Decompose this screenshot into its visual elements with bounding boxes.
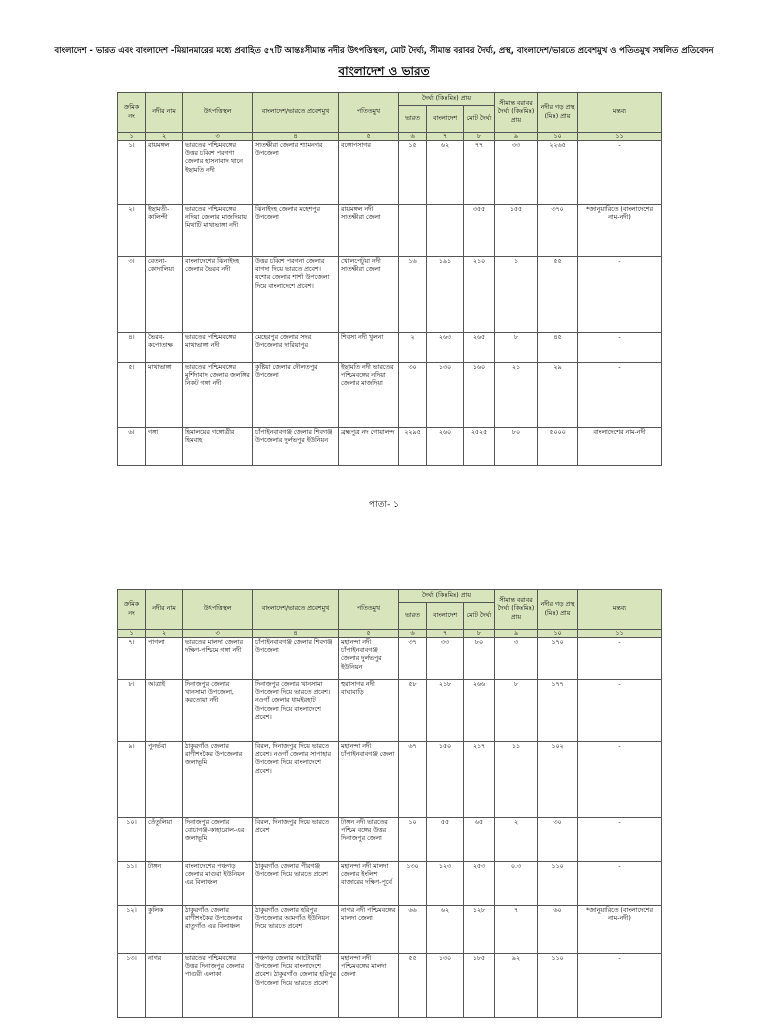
width-cell: ৩৭০ bbox=[538, 205, 578, 257]
origin-cell: দিনাজপুর জেলার খানসামা উপজেলা, করতোয়া নদী bbox=[183, 680, 253, 742]
column-number: ৭ bbox=[427, 630, 464, 638]
outfall-cell: মহানন্দা নদী পশ্চিমবঙ্গের মালদা জেলা bbox=[339, 954, 399, 1018]
origin-cell: ভারতের পশ্চিমবঙ্গের মাথাভাঙ্গা নদী bbox=[183, 333, 253, 363]
outfall-cell: নাগর নদী পশ্চিমবঙ্গের মালদা জেলা bbox=[339, 906, 399, 954]
origin-cell: ঠাকুরগাঁও জেলার রাণীশংকৈর উপজেলার রাতুগাঁও এর বিলাঞ্চল bbox=[183, 906, 253, 954]
river-name-cell: রায়মঙ্গল bbox=[146, 141, 183, 205]
border-length-cell: ৩৩ bbox=[495, 141, 538, 205]
column-number: ৮ bbox=[464, 630, 495, 638]
border-length-cell: ২ bbox=[495, 818, 538, 862]
header-bangladesh: বাংলাদেশ bbox=[427, 603, 464, 630]
column-number: ৬ bbox=[399, 630, 427, 638]
serial-cell: ২। bbox=[118, 205, 146, 257]
india-length-cell: ৩০ bbox=[399, 363, 427, 428]
remarks-cell: *জানুয়ারিতে (বাংলাদেশের নাম-নদী) bbox=[578, 906, 662, 954]
serial-cell: ৩। bbox=[118, 257, 146, 333]
header-serial: ক্রমিক নং bbox=[118, 590, 146, 630]
column-number: ১১ bbox=[578, 630, 662, 638]
table-row bbox=[118, 363, 662, 428]
entry-cell: কুষ্টিয়া জেলার দৌলতপুর উপজেলা bbox=[253, 363, 339, 428]
entry-cell: সাতক্ষীরা জেলার শ্যামনগর উপজেলা bbox=[253, 141, 339, 205]
document-title: বাংলাদেশ - ভারত এবং বাংলাদেশ -মিয়ানমারের মধ্যে প্রবাহিত ৫৭টি আন্তঃসীমান্ত নদীর উৎপত্তিস্থল, মোট দৈর্ঘ্য, সীমান্ত বরাবর দৈর্ঘ্য, প্রস্থ, বাংলাদেশ/ভারতে প্রবেশমুখ ও পতিতমুখ সম্বলিত প্রতিবেদন bbox=[54, 45, 714, 55]
column-number: ৪ bbox=[253, 630, 339, 638]
bangladesh-length-cell: ২১৮ bbox=[427, 680, 464, 742]
header-width: নদীর গড় প্রস্থ (মিঃ) প্রায় bbox=[538, 590, 578, 630]
column-number: ৯ bbox=[495, 133, 538, 141]
entry-cell: চাঁপাইনবাবগঞ্জ জেলার শিবগঞ্জ উপজেলা bbox=[253, 638, 339, 680]
origin-cell: বাংলাদেশের পঞ্চগড় জেলার মাগুরা ইউনিয়ন এর বিলাঞ্চল bbox=[183, 862, 253, 906]
outfall-cell: মহানন্দা নদী চাঁপাইনবাবগঞ্জ জেলার দুর্লভপুর ইউনিয়ন bbox=[339, 638, 399, 680]
serial-cell: ৪। bbox=[118, 333, 146, 363]
origin-cell: হিমালয়ের গঙ্গোত্রীর হিমবাহ bbox=[183, 428, 253, 466]
column-number: ১ bbox=[118, 133, 146, 141]
column-number: ২ bbox=[146, 133, 183, 141]
border-length-cell: ১৫৫ bbox=[495, 205, 538, 257]
serial-cell: ১৩। bbox=[118, 954, 146, 1018]
origin-cell: ভারতের পশ্চিমবঙ্গের উত্তর দিনাজপুর জেলার পাগুরী এলাকা bbox=[183, 954, 253, 1018]
header-entry: বাংলাদেশ/ভারতে প্রবেশমুখ bbox=[253, 590, 339, 630]
header-remarks: মন্তব্য bbox=[578, 590, 662, 630]
page-number: পাতা- ১ bbox=[368, 500, 400, 510]
width-cell: ৩০ bbox=[538, 818, 578, 862]
header-origin: উৎপত্তিস্থল bbox=[183, 590, 253, 630]
total-length-cell: ১৬০ bbox=[464, 363, 495, 428]
total-length-cell: ২১৭ bbox=[464, 742, 495, 818]
header-width: নদীর গড় প্রস্থ (মিঃ) প্রায় bbox=[538, 93, 578, 133]
total-length-cell: ১৮৫ bbox=[464, 954, 495, 1018]
bangladesh-length-cell: ২৬৩ bbox=[427, 333, 464, 363]
table-row bbox=[118, 906, 662, 954]
river-name-cell: ভৈরব-কপোতাক্ষ bbox=[146, 333, 183, 363]
entry-cell: দিনাজপুর জেলার খানসামা উপজেলা দিয়ে ভারতে প্রবেশ। নওগাঁ জেলার ধামইরহাট উপজেলা দিয়ে বাংলাদেশে প্রবেশ। bbox=[253, 680, 339, 742]
column-number: ১১ bbox=[578, 133, 662, 141]
table-row bbox=[118, 862, 662, 906]
width-cell: ১১০ bbox=[538, 954, 578, 1018]
river-name-cell: মাথাভাঙ্গা bbox=[146, 363, 183, 428]
india-length-cell: ১৫ bbox=[399, 141, 427, 205]
border-length-cell: ৮ bbox=[495, 680, 538, 742]
column-number-row bbox=[118, 133, 662, 141]
bangladesh-length-cell: ৩৩ bbox=[427, 638, 464, 680]
rivers-table-page-2 bbox=[117, 589, 662, 1018]
table-row bbox=[118, 257, 662, 333]
india-length-cell: ১৬ bbox=[399, 257, 427, 333]
river-name-cell: পুনর্ভবা bbox=[146, 742, 183, 818]
column-number: ১ bbox=[118, 630, 146, 638]
serial-cell: ৮। bbox=[118, 680, 146, 742]
bangladesh-length-cell: ৬২ bbox=[427, 141, 464, 205]
header-border-length: সীমান্ত বরাবর দৈর্ঘ্য (কিঃমিঃ) প্রায় bbox=[495, 590, 538, 630]
outfall-cell: ইছামতি নদী ভারতের পশ্চিমবঙ্গের নদিয়া জেলার মাজদিয়া bbox=[339, 363, 399, 428]
column-number: ১০ bbox=[538, 133, 578, 141]
table-row bbox=[118, 742, 662, 818]
total-length-cell: ২৬৫ bbox=[464, 333, 495, 363]
header-total: মোট দৈর্ঘ্য bbox=[464, 603, 495, 630]
bangladesh-length-cell: ১৩০ bbox=[427, 363, 464, 428]
river-name-cell: গঙ্গা bbox=[146, 428, 183, 466]
outfall-cell: শিবসা নদী খুলনা bbox=[339, 333, 399, 363]
header-outfall: পতিতমুখ bbox=[339, 93, 399, 133]
table-row bbox=[118, 638, 662, 680]
remarks-cell: - bbox=[578, 818, 662, 862]
entry-cell: চাঁপাইনবাবগঞ্জ জেলার শিবগঞ্জ উপজেলার দুর্লভপুর ইউনিয়ন bbox=[253, 428, 339, 466]
india-length-cell: ২২৯৫ bbox=[399, 428, 427, 466]
serial-cell: ৭। bbox=[118, 638, 146, 680]
india-length-cell: ৫৫ bbox=[399, 954, 427, 1018]
column-number: ৫ bbox=[339, 133, 399, 141]
outfall-cell: খোলপেটুয়া নদী সাতক্ষীরা জেলা bbox=[339, 257, 399, 333]
border-length-cell: ৮০ bbox=[495, 428, 538, 466]
serial-cell: ৬। bbox=[118, 428, 146, 466]
border-length-cell: ৩ bbox=[495, 638, 538, 680]
remarks-cell: - bbox=[578, 638, 662, 680]
outfall-cell: মহানন্দা নদী চাঁপাইনবাবগঞ্জ জেলা bbox=[339, 742, 399, 818]
river-name-cell: নাগর bbox=[146, 954, 183, 1018]
origin-cell: দিনাজপুর জেলার বোচাগঞ্জ-কাহারোল-এর জলাভূমি bbox=[183, 818, 253, 862]
entry-cell: পঞ্চগড় জেলার আটোয়ারী উপজেলা দিয়ে বাংলাদেশে প্রবেশ। ঠাকুরগাঁও জেলার হরিপুর উপজেলা দিয়ে ভারতে প্রবেশ bbox=[253, 954, 339, 1018]
origin-cell: ভারতের পশ্চিমবঙ্গের মুর্শিদাবাদ জেলার জলঙ্গির নিকট গঙ্গা নদী bbox=[183, 363, 253, 428]
border-length-cell: ০.৩ bbox=[495, 862, 538, 906]
column-number: ১০ bbox=[538, 630, 578, 638]
bangladesh-length-cell: ১৩০ bbox=[427, 954, 464, 1018]
header-remarks: মন্তব্য bbox=[578, 93, 662, 133]
column-number: ৫ bbox=[339, 630, 399, 638]
document-subtitle: বাংলাদেশ ও ভারত bbox=[338, 64, 430, 78]
river-name-cell: বেতনা-কোদালিয়া bbox=[146, 257, 183, 333]
river-name-cell: কুলিক bbox=[146, 906, 183, 954]
table-row bbox=[118, 333, 662, 363]
outfall-cell: বঙ্গোপসাগর bbox=[339, 141, 399, 205]
entry-cell: ঝিনাইদহ জেলার মহেশপুর উপজেলা bbox=[253, 205, 339, 257]
remarks-cell: - bbox=[578, 333, 662, 363]
header-origin: উৎপত্তিস্থল bbox=[183, 93, 253, 133]
column-number-row bbox=[118, 630, 662, 638]
remarks-cell: - bbox=[578, 742, 662, 818]
serial-cell: ১১। bbox=[118, 862, 146, 906]
outfall-cell: টাঙ্গন নদী ভারতের পশ্চিম বঙ্গের উত্তর দিনাজপুর জেলা bbox=[339, 818, 399, 862]
river-name-cell: পাগলা bbox=[146, 638, 183, 680]
header-bangladesh: বাংলাদেশ bbox=[427, 106, 464, 133]
header-length-group: দৈর্ঘ্য (কিঃমিঃ) প্রায় bbox=[399, 590, 495, 603]
entry-cell: মেহেরপুর জেলার সদর উপজেলার দারিয়াপুর bbox=[253, 333, 339, 363]
column-number: ৩ bbox=[183, 630, 253, 638]
india-length-cell: ৬৭ bbox=[399, 742, 427, 818]
width-cell: ১০২ bbox=[538, 742, 578, 818]
serial-cell: ১২। bbox=[118, 906, 146, 954]
table-row bbox=[118, 205, 662, 257]
entry-cell: উত্তর চব্বিশ পরগনা জেলার বাগদা দিয়ে ভারতে প্রবেশ। যশোর জেলার শার্শা উপজেলা দিয়ে বাংলাদেশে প্রবেশ। bbox=[253, 257, 339, 333]
border-length-cell: ১ bbox=[495, 257, 538, 333]
column-number: ৬ bbox=[399, 133, 427, 141]
header-india: ভারত bbox=[399, 603, 427, 630]
remarks-cell: *জানুয়ারিতে (বাংলাদেশের নাম-নদী) bbox=[578, 205, 662, 257]
origin-cell: ভারতের পশ্চিমবঙ্গের নদিয়া জেলার মাজদিয়ায় মিথাটি মাথাভাঙ্গা নদী bbox=[183, 205, 253, 257]
table-row bbox=[118, 954, 662, 1018]
outfall-cell: রায়মঙ্গল নদী সাতক্ষীরা জেলা bbox=[339, 205, 399, 257]
origin-cell: বাংলাদেশের ঝিনাইদহ জেলার ভৈরব নদী bbox=[183, 257, 253, 333]
table-row bbox=[118, 680, 662, 742]
column-number: ৩ bbox=[183, 133, 253, 141]
river-name-cell: ইছামতী-কালিন্দী bbox=[146, 205, 183, 257]
table-row bbox=[118, 428, 662, 466]
width-cell: ৪৫ bbox=[538, 333, 578, 363]
column-number: ৮ bbox=[464, 133, 495, 141]
outfall-cell: ব্রহ্মপুত্র নদ গোয়ালন্দ bbox=[339, 428, 399, 466]
serial-cell: ১। bbox=[118, 141, 146, 205]
outfall-cell: মহানন্দা নদী মালদা জেলার ইংলিশ বাজারের দক্ষিণ-পূর্বে bbox=[339, 862, 399, 906]
bangladesh-length-cell: ৬২ bbox=[427, 906, 464, 954]
table-row bbox=[118, 818, 662, 862]
bangladesh-length-cell: ১২৩ bbox=[427, 862, 464, 906]
width-cell: ১৭৭ bbox=[538, 680, 578, 742]
total-length-cell: ২১০ bbox=[464, 257, 495, 333]
width-cell: ৬০ bbox=[538, 906, 578, 954]
remarks-cell: - bbox=[578, 141, 662, 205]
remarks-cell: বাংলাদেশের নাম-নদী bbox=[578, 428, 662, 466]
bangladesh-length-cell: ৫৫ bbox=[427, 818, 464, 862]
column-number: ৪ bbox=[253, 133, 339, 141]
border-length-cell: ১১ bbox=[495, 742, 538, 818]
column-number: ৭ bbox=[427, 133, 464, 141]
india-length-cell: ৩৭ bbox=[399, 638, 427, 680]
remarks-cell: - bbox=[578, 862, 662, 906]
header-border-length: সীমান্ত বরাবর দৈর্ঘ্য (কিঃমিঃ) প্রায় bbox=[495, 93, 538, 133]
remarks-cell: - bbox=[578, 680, 662, 742]
header-serial: ক্রমিক নং bbox=[118, 93, 146, 133]
entry-cell: বিরল, দিনাজপুর দিয়ে ভারতে প্রবেশ bbox=[253, 818, 339, 862]
width-cell: ৫৫ bbox=[538, 257, 578, 333]
width-cell: ২২৬৫ bbox=[538, 141, 578, 205]
total-length-cell: ৩৫৫ bbox=[464, 205, 495, 257]
origin-cell: ঠাকুরগাঁও জেলার রাণীশংকৈর উপজেলার জলাভূমি bbox=[183, 742, 253, 818]
outfall-cell: হুরাসাগর নদী বাঘাবাড়ি bbox=[339, 680, 399, 742]
river-name-cell: আত্রাই bbox=[146, 680, 183, 742]
width-cell: ২৯ bbox=[538, 363, 578, 428]
india-length-cell bbox=[399, 205, 427, 257]
entry-cell: ঠাকুরগাঁও জেলার পীরগঞ্জ উপজেলা দিয়ে ভারতে প্রবেশ bbox=[253, 862, 339, 906]
serial-cell: ৫। bbox=[118, 363, 146, 428]
column-number: ৯ bbox=[495, 630, 538, 638]
river-name-cell: তেঁতুলিয়া bbox=[146, 818, 183, 862]
border-length-cell: ৮ bbox=[495, 333, 538, 363]
bangladesh-length-cell: ২৬০ bbox=[427, 428, 464, 466]
entry-cell: বিরল, দিনাজপুর দিয়ে ভারতে প্রবেশ। নওগাঁ জেলার সাপাহার উপজেলা দিয়ে বাংলাদেশে প্রবেশ। bbox=[253, 742, 339, 818]
entry-cell: ঠাকুরগাঁও জেলার হরিপুর উপজেলার আমগাঁও ইউনিয়ন দিয়ে ভারতে প্রবেশ bbox=[253, 906, 339, 954]
header-river-name: নদীর নাম bbox=[146, 590, 183, 630]
bangladesh-length-cell bbox=[427, 205, 464, 257]
remarks-cell: - bbox=[578, 954, 662, 1018]
total-length-cell: ৬৫ bbox=[464, 818, 495, 862]
india-length-cell: ১৩০ bbox=[399, 862, 427, 906]
serial-cell: ১০। bbox=[118, 818, 146, 862]
origin-cell: ভারতের পশ্চিমবঙ্গের উত্তর চব্বিশ পরগণা জেলার হাসনাবাদ থানে ইছামতি নদী bbox=[183, 141, 253, 205]
header-entry: বাংলাদেশ/ভারতে প্রবেশমুখ bbox=[253, 93, 339, 133]
border-length-cell: ৯২ bbox=[495, 954, 538, 1018]
header-india: ভারত bbox=[399, 106, 427, 133]
serial-cell: ৯। bbox=[118, 742, 146, 818]
border-length-cell: ৭ bbox=[495, 906, 538, 954]
border-length-cell: ২১ bbox=[495, 363, 538, 428]
total-length-cell: ২৬৬ bbox=[464, 680, 495, 742]
origin-cell: ভারতের মালদা জেলার দক্ষিণ-পশ্চিমে গঙ্গা নদী bbox=[183, 638, 253, 680]
table-row bbox=[118, 141, 662, 205]
india-length-cell: ১০ bbox=[399, 818, 427, 862]
rivers-table-page-1 bbox=[117, 92, 662, 466]
header-length-group: দৈর্ঘ্য (কিঃমিঃ) প্রায় bbox=[399, 93, 495, 106]
header-river-name: নদীর নাম bbox=[146, 93, 183, 133]
total-length-cell: ২৫৩ bbox=[464, 862, 495, 906]
remarks-cell: - bbox=[578, 363, 662, 428]
india-length-cell: ২ bbox=[399, 333, 427, 363]
column-number: ২ bbox=[146, 630, 183, 638]
bangladesh-length-cell: ১৫০ bbox=[427, 742, 464, 818]
width-cell: ১১০ bbox=[538, 862, 578, 906]
river-name-cell: টাঙ্গন bbox=[146, 862, 183, 906]
total-length-cell: ১২৮ bbox=[464, 906, 495, 954]
total-length-cell: ২৫২৫ bbox=[464, 428, 495, 466]
india-length-cell: ৬৬ bbox=[399, 906, 427, 954]
india-length-cell: ৫৮ bbox=[399, 680, 427, 742]
total-length-cell: ৮০ bbox=[464, 638, 495, 680]
width-cell: ১৭০ bbox=[538, 638, 578, 680]
width-cell: ৫০০০ bbox=[538, 428, 578, 466]
header-outfall: পতিতমুখ bbox=[339, 590, 399, 630]
header-total: মোট দৈর্ঘ্য bbox=[464, 106, 495, 133]
total-length-cell: ৭৭ bbox=[464, 141, 495, 205]
remarks-cell: - bbox=[578, 257, 662, 333]
bangladesh-length-cell: ১৯১ bbox=[427, 257, 464, 333]
